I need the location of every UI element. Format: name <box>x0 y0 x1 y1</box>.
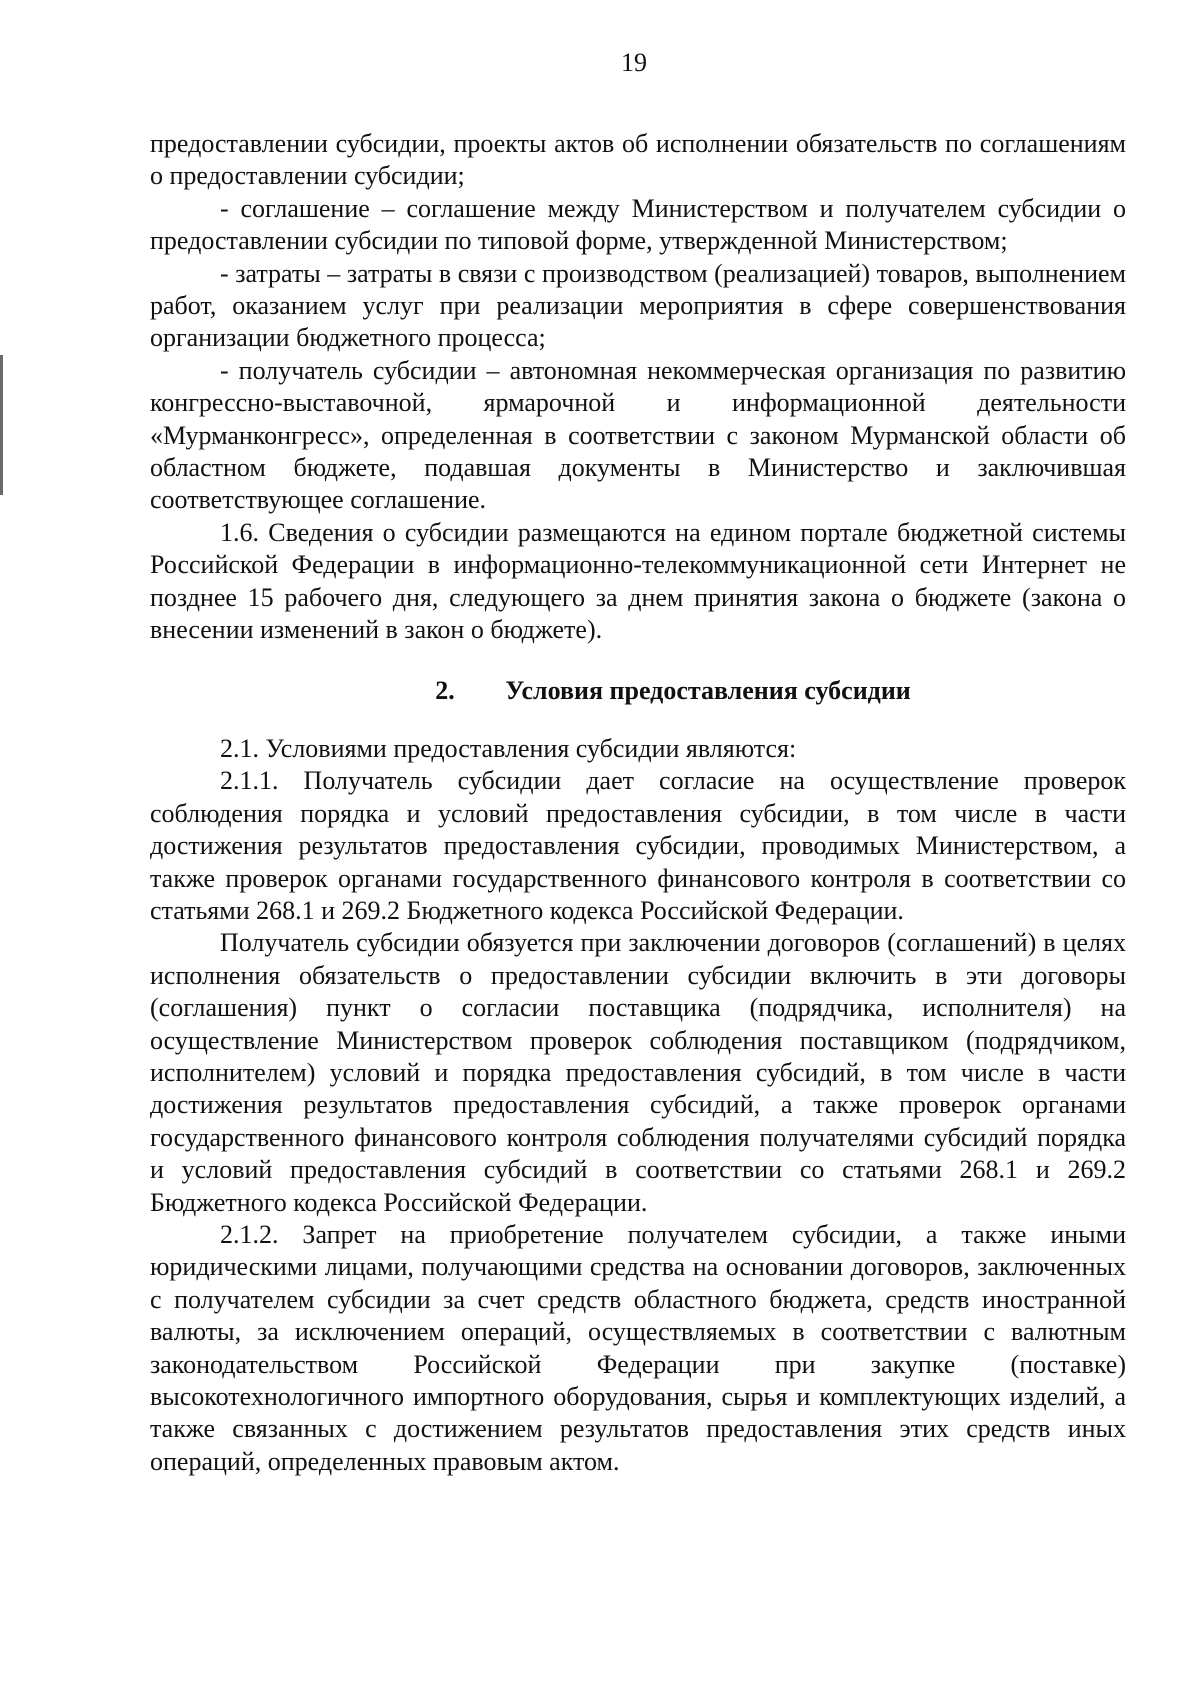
section-title: Условия предоставления субсидии <box>505 675 911 705</box>
paragraph-2-1-1: 2.1.1. Получатель субсидии дает согласие на осуществление проверок соблюдения порядка и условий предоставления субсидии, в том числе в части достижения результатов предоставления субсидии, проводимых Министерством, а также проверок органами государственного финансового контроля в соответствии со статьями 268.1 и 269.2 Бюджетного кодекса Российской Федерации. <box>150 766 1126 925</box>
page-number: 19 <box>621 48 647 77</box>
section-heading <box>150 675 1126 707</box>
paragraph-1-6: 1.6. Сведения о субсидии размещаются на едином портале бюджетной системы Российской Федерации в информационно-телекоммуникационной сети Интернет не позднее 15 рабочего дня, следующего за днем принятия закона о бюджете (закона о внесении изменений в закон о бюджете). <box>150 517 1126 645</box>
paragraph-recipient-obligation: Получатель субсидии обязуется при заключении договоров (соглашений) в целях исполнения обязательств о предоставлении субсидии включить в эти договоры (соглашения) пункт о согласии поставщика (подрядчика, исполнителя) на осуществление Министерством проверок соблюдения поставщиком (подрядчиком, исполнителем) условий и порядка предоставления субсидий, в том числе в части достижения результатов предоставления субсидий, а также проверок органами государственного финансового контроля соблюдения получателями субсидий порядка и условий предоставления субсидий в соответствии со статьями 268.1 и 269.2 Бюджетного кодекса Российской Федерации. <box>150 928 1126 1217</box>
paragraph-definition-recipient: - получатель субсидии – автономная некоммерческая организация по развитию конгрессно-выставочной, ярмарочной и информационной деятельности «Мурманконгресс», определенная в соответствии с законом Мурманской области об областном бюджете, подавшая документы в Министерство и заключившая соответствующее соглашение. <box>150 355 1126 515</box>
paragraph-definition-agreement: - соглашение – соглашение между Министерством и получателем субсидии о предоставлении субсидии по типовой форме, утвержденной Министерством; <box>150 193 1126 256</box>
paragraph-definition-costs: - затраты – затраты в связи с производством (реализацией) товаров, выполнением работ, оказанием услуг при реализации мероприятия в сфере совершенствования организации бюджетного процесса; <box>150 258 1126 353</box>
paragraph-continuation: предоставлении субсидии, проекты актов об исполнении обязательств по соглашениям о предоставлении субсидии; <box>150 129 1126 191</box>
paragraph-2-1: 2.1. Условиями предоставления субсидии являются: <box>220 733 797 763</box>
section-number: 2. <box>435 675 455 705</box>
paragraph-2-1-2: 2.1.2. Запрет на приобретение получателем субсидии, а также иными юридическими лицами, получающими средства на основании договоров, заключенных с получателем субсидии за счет средств областного бюджета, средств иностранной валюты, за исключением операций, осуществляемых в соответствии с валютным законодательством Российской Федерации при закупке (поставке) высокотехнологичного импортного оборудования, сырья и комплектующих изделий, а также связанных с достижением результатов предоставления этих средств иных операций, определенных правовым актом. <box>150 1220 1126 1476</box>
document-body <box>150 128 1126 1478</box>
scan-edge-mark <box>0 355 3 495</box>
